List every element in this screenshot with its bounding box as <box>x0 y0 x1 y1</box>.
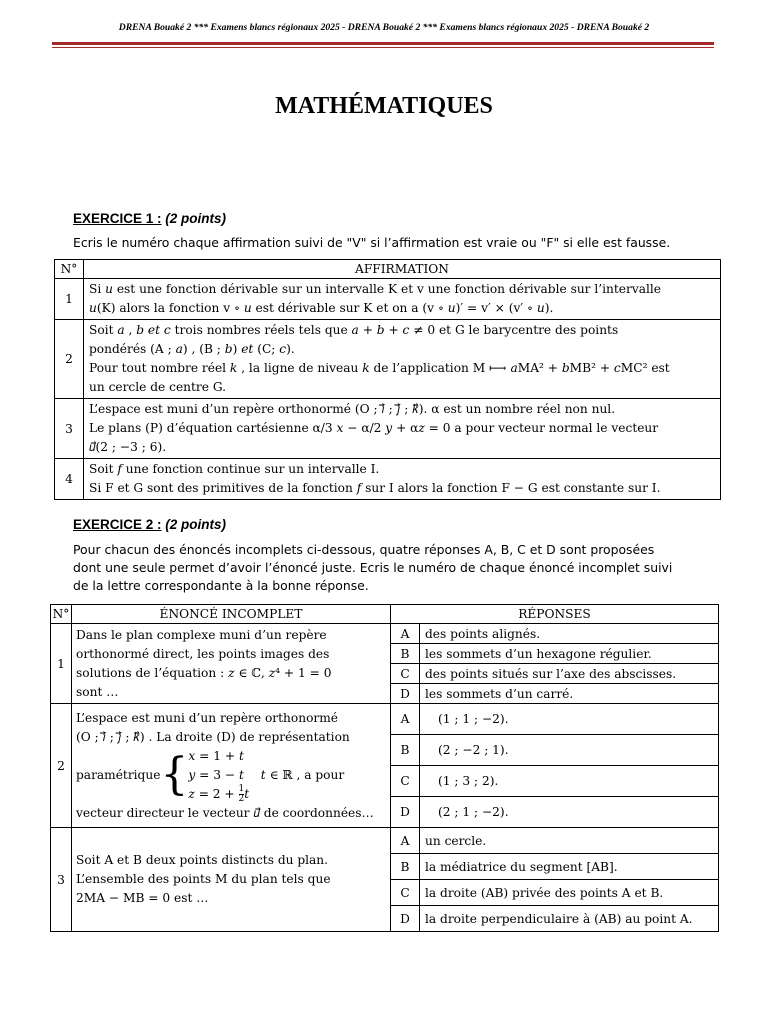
table-header-row <box>51 605 719 624</box>
statement-cell <box>72 704 391 828</box>
text-line: Si 𝑢 est une fonction dérivable sur un intervalle K et v une fonction dérivable sur l’intervalle <box>89 282 661 296</box>
text-line: dont une seule permet d’avoir l’énoncé juste. Ecris le numéro de chaque énoncé incomplet suivi <box>73 560 673 575</box>
statement-cell <box>72 828 391 932</box>
text-line: (O ; 𝑖⃗ ; 𝑗⃗ ; 𝑘⃗) . La droite (D) de représentation <box>76 729 350 744</box>
text-line: 𝑢(K) alors la fonction v ∘ 𝑢 est dérivable sur K et on a (v ∘ 𝑢)′ = v′ × (v′ ∘ 𝑢). <box>89 301 554 315</box>
exercise2-heading <box>73 517 226 532</box>
affirmation-cell <box>84 459 721 500</box>
table-row <box>51 704 719 735</box>
text-line: Pour tout nombre réel 𝑘 , la ligne de niveau 𝑘 de l’application M ⟼ 𝑎MA² + 𝑏MB² + 𝑐MC² est <box>89 361 670 375</box>
text-line: Le plans (P) d’équation cartésienne α/3 𝑥 − α/2 𝑦 + α𝑧 = 0 a pour vecteur normal le vecteur <box>89 421 659 435</box>
row-number: 4 <box>55 459 84 500</box>
fraction-num: 1 <box>238 783 245 794</box>
question-number: 2 <box>51 704 72 828</box>
exercise1-instruction: Ecris le numéro chaque affirmation suivi de "V" si l’affirmation est vraie ou "F" si elle est fausse. <box>73 235 671 250</box>
answer-letter: C <box>391 880 420 906</box>
text-line: Si F et G sont des primitives de la fonction 𝑓 sur I alors la fonction F − G est constante sur I. <box>89 481 661 495</box>
table-header-row <box>55 260 721 279</box>
text-line: orthonormé direct, les points images des <box>76 646 330 661</box>
question-number: 3 <box>51 828 72 932</box>
table-row <box>55 459 721 500</box>
answer-text: (1 ; 1 ; −2). <box>420 704 719 735</box>
answer-letter: D <box>391 684 420 704</box>
header-rule-thin <box>52 47 714 48</box>
exercise2-points: (2 points) <box>165 517 227 532</box>
answer-letter: D <box>391 906 420 932</box>
param-label: paramétrique <box>76 767 161 782</box>
param-tail: 𝑡 ∈ ℝ , a pour <box>260 767 345 782</box>
exercise2-instruction <box>73 541 723 595</box>
exercise1-points: (2 points) <box>165 211 227 226</box>
fraction-den: 2 <box>238 793 245 804</box>
answer-letter: C <box>391 766 420 797</box>
exercise2-label: EXERCICE 2 : <box>73 517 162 532</box>
system-line <box>188 785 249 804</box>
affirmation-cell <box>84 279 721 320</box>
affirmation-table <box>54 259 721 500</box>
text-line: Pour chacun des énoncés incomplets ci-dessous, quatre réponses A, B, C et D sont proposées <box>73 542 655 557</box>
page-header: DRENA Bouaké 2 *** Examens blancs régionaux 2025 - DRENA Bouaké 2 *** Examens blancs régionaux 2025 - DRENA Bouaké 2 <box>118 22 650 33</box>
answer-text: des points situés sur l’axe des abscisses. <box>420 664 719 684</box>
text-line: Soit A et B deux points distincts du plan. <box>76 853 329 867</box>
table-row <box>55 320 721 399</box>
affirmation-cell <box>84 320 721 399</box>
table-row <box>51 624 719 644</box>
exercise1-heading <box>73 211 226 226</box>
text-line: 2MA − MB = 0 est … <box>76 891 209 905</box>
answer-text: la droite perpendiculaire à (AB) au point A. <box>420 906 719 932</box>
answer-text: un cercle. <box>420 828 719 854</box>
answer-text: la médiatrice du segment [AB]. <box>420 854 719 880</box>
question-table <box>50 604 719 932</box>
answer-text: les sommets d’un carré. <box>420 684 719 704</box>
answer-letter: B <box>391 644 420 664</box>
answer-text: la droite (AB) privée des points A et B. <box>420 880 719 906</box>
question-number: 1 <box>51 624 72 704</box>
text-line: de la lettre correspondante à la bonne réponse. <box>73 578 369 593</box>
answer-letter: A <box>391 704 420 735</box>
param-block <box>76 747 386 804</box>
answer-text: (1 ; 3 ; 2). <box>420 766 719 797</box>
row-number: 1 <box>55 279 84 320</box>
row-number: 3 <box>55 399 84 459</box>
left-brace-icon: { <box>160 749 189 800</box>
text-line: pondérés (A ; 𝑎) , (B ; 𝑏) 𝑒𝑡 (C; 𝑐). <box>89 342 295 356</box>
text-line: 𝑢⃗(2 ; −3 ; 6). <box>89 440 167 454</box>
answer-text: des points alignés. <box>420 624 719 644</box>
answer-letter: B <box>391 854 420 880</box>
answer-text: (2 ; 1 ; −2). <box>420 797 719 828</box>
text-line: L’espace est muni d’un repère orthonormé (O ; 𝑖⃗ ; 𝑗⃗ ; 𝑘⃗). α est un nombre réel non nul. <box>89 402 616 416</box>
answer-letter: B <box>391 735 420 766</box>
statement-cell <box>72 624 391 704</box>
parametric-system <box>188 747 249 804</box>
answer-letter: C <box>391 664 420 684</box>
affirmation-cell <box>84 399 721 459</box>
exercise1-label: EXERCICE 1 : <box>73 211 162 226</box>
system-part: 𝑧 = 2 + <box>188 786 235 801</box>
col-answers-header: RÉPONSES <box>391 605 719 624</box>
col-num-header: N° <box>51 605 72 624</box>
text-line: L’ensemble des points M du plan tels que <box>76 872 331 886</box>
system-line: 𝑦 = 3 − 𝑡 <box>188 767 244 782</box>
answer-letter: A <box>391 624 420 644</box>
text-line: Soit 𝑎 , 𝑏 𝑒𝑡 𝑐 trois nombres réels tels que 𝑎 + 𝑏 + 𝑐 ≠ 0 et G le barycentre des points <box>89 323 619 337</box>
system-part: 𝑡 <box>244 786 250 801</box>
answer-text: les sommets d’un hexagone régulier. <box>420 644 719 664</box>
system-line: 𝑥 = 1 + 𝑡 <box>188 748 244 763</box>
header-rule-thick <box>52 42 714 45</box>
answer-letter: D <box>391 797 420 828</box>
text-line: Dans le plan complexe muni d’un repère <box>76 627 327 642</box>
table-row <box>51 828 719 854</box>
answer-letter: A <box>391 828 420 854</box>
table-row <box>55 279 721 320</box>
text-line: L’espace est muni d’un repère orthonormé <box>76 710 338 725</box>
col-statement-header: ÉNONCÉ INCOMPLET <box>72 605 391 624</box>
answer-text: (2 ; −2 ; 1). <box>420 735 719 766</box>
row-number: 2 <box>55 320 84 399</box>
text-line: Soit 𝑓 une fonction continue sur un intervalle I. <box>89 462 380 476</box>
text-line: un cercle de centre G. <box>89 380 227 394</box>
col-affirmation-header: AFFIRMATION <box>84 260 721 279</box>
col-num-header: N° <box>55 260 84 279</box>
text-line: solutions de l’équation : 𝑧 ∈ ℂ, 𝑧⁴ + 1 = 0 <box>76 665 332 680</box>
page-title: MATHÉMATIQUES <box>275 93 493 119</box>
text-line: vecteur directeur le vecteur 𝑢⃗ de coordonnées… <box>76 805 374 820</box>
table-row <box>55 399 721 459</box>
text-line: sont … <box>76 684 119 699</box>
